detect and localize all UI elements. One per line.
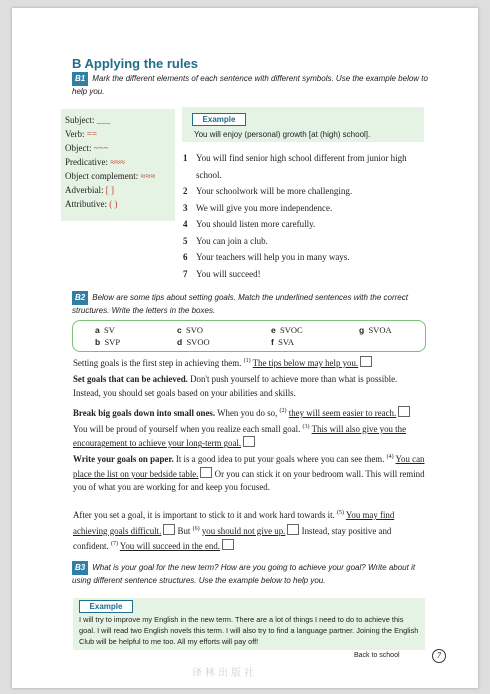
legend-item: Adverbial: [ ] [65, 185, 114, 195]
b1-tag: B1 [72, 72, 88, 86]
example-box-1 [182, 107, 424, 142]
page-number: 7 [432, 649, 446, 663]
answer-box-1[interactable] [360, 356, 372, 367]
choice-a: a SV [95, 325, 115, 335]
sentence-list [183, 150, 427, 282]
choice-d: d SVOO [177, 337, 210, 347]
list-item: 2 Your schoolwork will be more challenging. [183, 186, 353, 196]
legend-item: Predicative: ≈≈≈ [65, 157, 126, 167]
paragraph-2: Set goals that can be achieved. Don't push yourself to achieve more than what is possible. Instead, you should set goals based on your abilities and skills. [73, 374, 398, 398]
answer-box-6[interactable] [287, 524, 299, 535]
choice-e: e SVOC [271, 325, 303, 335]
answer-box-4[interactable] [200, 467, 212, 478]
footer-label: Back to school [354, 652, 400, 659]
choice-c: c SVO [177, 325, 203, 335]
choice-g: g SVOA [359, 325, 392, 335]
b3-instruction: B3 What is your goal for the new term? How are you going to achieve your goal? Write about it using different sentence structures. Use the example below to help you. [72, 563, 416, 585]
paragraph-4: Write your goals on paper. It is a good idea to put your goals where you can see them. $^{(4)}$ You can place the list on your bedside table. Or you can stick it on your bedroom wall. This will remind you of what you are working for and keep you focused. [73, 453, 425, 493]
list-item: 4 You should listen more carefully. [183, 219, 316, 229]
structure-choices [72, 320, 426, 352]
example-label: Example [79, 600, 133, 613]
b1-instruction: B1 Mark the different elements of each sentence with different symbols. Use the example below to help you. [72, 74, 428, 96]
b2-tag: B2 [72, 291, 88, 305]
legend-item: Verb: == [65, 129, 97, 139]
paragraph-5: After you set a goal, it is important to stick to it and work hard towards it. $^{(5)}$ You may find achieving goals difficult. But $^{(6)}$ you should not give up. Instead, stay positive and confident. $^{(7)}$ You will succeed in the end. [73, 509, 395, 552]
answer-box-3[interactable] [243, 436, 255, 447]
answer-box-5[interactable] [163, 524, 175, 535]
list-item: 1 You will find senior high school different from junior high school. [183, 153, 407, 180]
list-item: 7 You will succeed! [183, 268, 261, 279]
list-item: 6 Your teachers will help you in many ways. [183, 252, 350, 262]
symbol-legend [61, 109, 175, 221]
answer-box-2[interactable] [398, 406, 410, 417]
example-box-2 [73, 598, 425, 650]
paragraph-3: Break big goals down into small ones. When you do so, $^{(2)}$ they will seem easier to reach. You will be proud of yourself when you realize each small goal. $^{(3)}$ This will also give you the encouragement to achieve your long-term goal. [73, 405, 425, 451]
legend-item: Object complement: ≈≈≈ [65, 171, 156, 181]
legend-item: Subject: ___ [65, 115, 111, 125]
choice-b: b SVP [95, 337, 121, 347]
paragraph-1: Setting goals is the first step in achieving them. $^{(1)}$ The tips below may help you. [73, 355, 425, 371]
list-item: 3 We will give you more independence. [183, 202, 333, 213]
legend-item: Attributive: ( ) [65, 199, 118, 209]
answer-box-7[interactable] [222, 539, 234, 550]
publisher-watermark: 译林出版社 [192, 668, 257, 679]
list-item: 5 You can join a club. [183, 235, 268, 246]
section-title: B Applying the rules [72, 56, 198, 71]
choice-f: f SVA [271, 337, 295, 347]
example-sentence: You will enjoy (personal) growth [at (high) school]. [194, 130, 371, 139]
example-label: Example [192, 113, 246, 126]
b3-tag: B3 [72, 561, 88, 575]
legend-item: Object: ~~~ [65, 143, 109, 153]
textbook-page [12, 8, 478, 688]
b2-instruction: B2 Below are some tips about setting goals. Match the underlined sentences with the correct structures. Write the letters in the boxes. [72, 293, 408, 315]
example-paragraph: I will try to improve my English in the new term. There are a lot of things I need to do to achieve this goal. I will read two English novels this term. I will also try to find a language partner. Joining the English Club will be helpful to me too. All my efforts will pay off! [79, 615, 419, 646]
